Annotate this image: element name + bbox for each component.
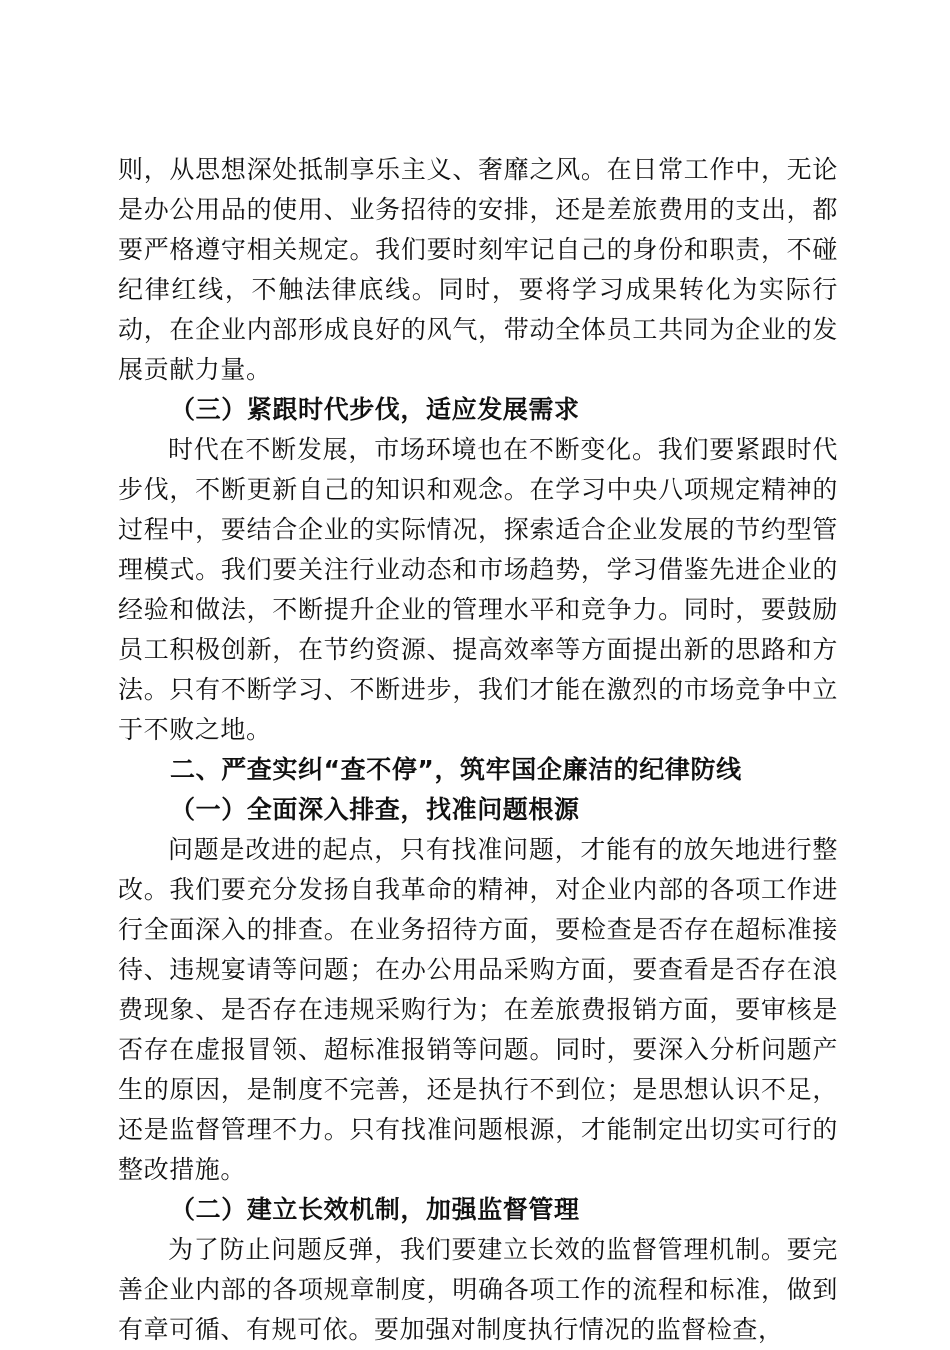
heading-section-2: 二、严查实纠“查不停”，筑牢国企廉洁的纪律防线 [170, 755, 742, 784]
paragraph-keep-pace: 时代在不断发展，市场环境也在不断变化。我们要紧跟时代步伐，不断更新自己的知识和观念。在学习中央八项规定精神的过程中，要结合企业的实际情况，探索适合企业发展的节约型管理模式。我们要关注行业动态和市场趋势，学习借鉴先进企业的经验和做法，不断提升企业的管理水平和竞争力。同时，要鼓励员工积极创新，在节约资源、提高效率等方面提出新的思路和方法。只有不断学习、不断进步，我们才能在激烈的市场竞争中立于不败之地。 [118, 435, 838, 744]
paragraph-continued: 则，从思想深处抵制享乐主义、奢靡之风。在日常工作中，无论是办公用品的使用、业务招待的安排，还是差旅费用的支出，都要严格遵守相关规定。我们要时刻牢记自己的身份和职责，不碰纪律红线，不触法律底线。同时，要将学习成果转化为实际行动，在企业内部形成良好的风气，带动全体员工共同为企业的发展贡献力量。 [118, 155, 838, 384]
paragraph-long-term-mechanism: 为了防止问题反弹，我们要建立长效的监督管理机制。要完善企业内部的各项规章制度，明确各项工作的流程和标准，做到有章可循、有规可依。要加强对制度执行情况的监督检查， [118, 1235, 838, 1344]
subheading-section-2-2: （二）建立长效机制，加强监督管理 [170, 1195, 580, 1224]
document-body [118, 150, 838, 1350]
paragraph-investigation: 问题是改进的起点，只有找准问题，才能有的放矢地进行整改。我们要充分发扬自我革命的精神，对企业内部的各项工作进行全面深入的排查。在业务招待方面，要检查是否存在超标准接待、违规宴请等问题；在办公用品采购方面，要查看是否存在浪费现象、是否存在违规采购行为；在差旅费报销方面，要审核是否存在虚报冒领、超标准报销等问题。同时，要深入分析问题产生的原因，是制度不完善，还是执行不到位；是思想认识不足，还是监督管理不力。只有找准问题根源，才能制定出切实可行的整改措施。 [118, 835, 838, 1184]
subheading-section-2-1: （一）全面深入排查，找准问题根源 [170, 795, 580, 824]
subheading-section-1-3: （三）紧跟时代步伐，适应发展需求 [170, 395, 580, 424]
